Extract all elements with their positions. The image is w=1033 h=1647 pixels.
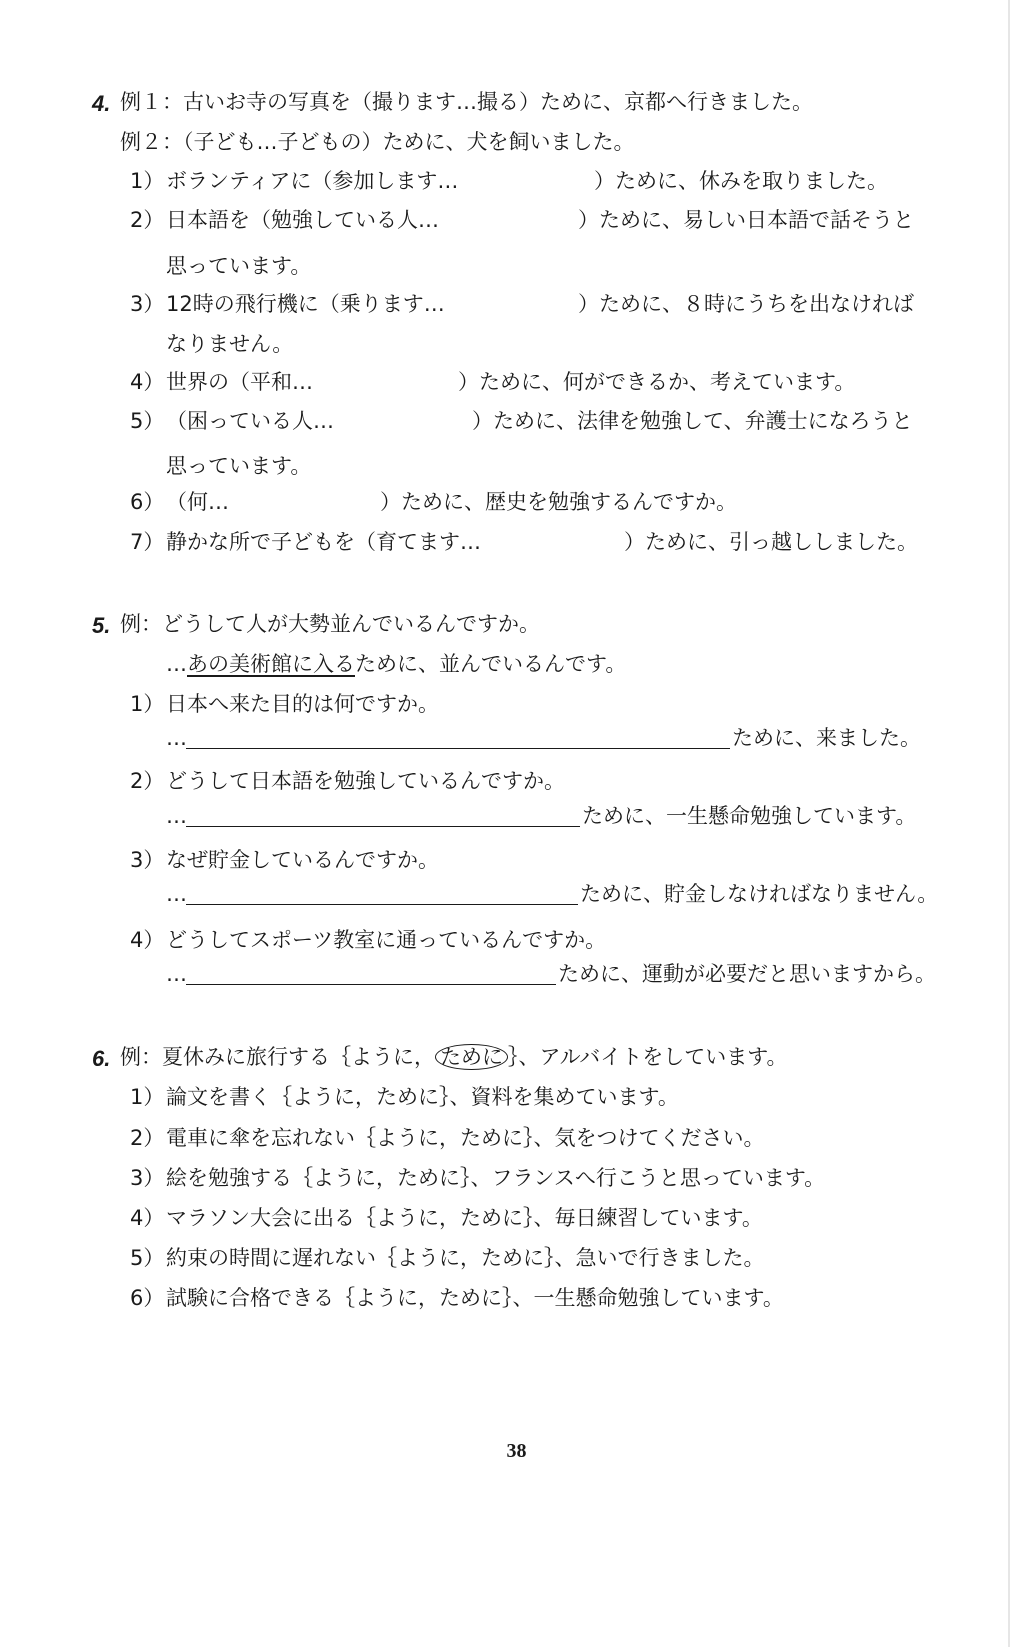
item-number: 3） xyxy=(130,292,165,316)
item-continuation: ）ために、法律を勉強して、弁護士になろうと xyxy=(472,409,913,433)
item-text: 試験に合格できる｛ように，ために｝、一生懸命勉強しています。 xyxy=(166,1286,784,1310)
item-continuation: ）ために、休みを取りました。 xyxy=(594,169,888,193)
item-number: 3） xyxy=(130,1166,165,1190)
item-continuation: ）ために、歴史を勉強するんですか。 xyxy=(380,490,737,514)
item-number: 2） xyxy=(130,208,165,232)
example-2-text: 例２：（子ども…子どもの）ために、犬を飼いました。 xyxy=(120,130,635,154)
ellipsis: … xyxy=(166,962,187,986)
item-number: 2） xyxy=(130,1126,165,1150)
item-ending: ために、来ました。 xyxy=(732,726,921,750)
ellipsis: … xyxy=(166,652,187,676)
item-text: マラソン大会に出る｛ように，ために｝、毎日練習しています。 xyxy=(166,1206,763,1230)
item-prompt: 日本語を（勉強している人… xyxy=(166,208,439,232)
page-number: 38 xyxy=(506,1440,527,1462)
item-continuation: ）ために、８時にうちを出なければ xyxy=(578,292,914,316)
item-question: なぜ貯金しているんですか。 xyxy=(166,848,439,872)
answer-blank[interactable] xyxy=(186,984,556,985)
item-text: 電車に傘を忘れない｛ように，ために｝、気をつけてください。 xyxy=(166,1126,765,1150)
example-part-a: 例：夏休みに旅行する｛ように， xyxy=(120,1045,435,1069)
item-number: 5） xyxy=(130,409,165,433)
section-5-number: 5. xyxy=(92,613,111,638)
item-number: 4） xyxy=(130,1206,165,1230)
item-number: 1） xyxy=(130,692,165,716)
answer-blank[interactable] xyxy=(186,748,730,749)
item-number: 4） xyxy=(130,928,165,952)
example-1-text: 例１：古いお寺の写真を（撮ります…撮る）ために、京都へ行きました。 xyxy=(120,90,813,114)
item-prompt: 世界の（平和… xyxy=(166,370,313,394)
item-prompt: 静かな所で子どもを（育てます… xyxy=(166,530,481,554)
item-ending: ために、貯金しなければなりません。 xyxy=(580,882,939,906)
item-wrap: 思っています。 xyxy=(166,454,312,478)
example-answer xyxy=(166,650,626,678)
example-answer-suffix: ために、並んでいるんです。 xyxy=(355,652,627,676)
item-number: 6） xyxy=(130,490,165,514)
item-question: どうしてスポーツ教室に通っているんですか。 xyxy=(166,928,607,952)
item-number: 2） xyxy=(130,769,165,793)
section-4-number: 4. xyxy=(92,91,111,116)
item-wrap: なりません。 xyxy=(166,332,294,356)
answer-blank[interactable] xyxy=(186,826,580,827)
ellipsis: … xyxy=(166,726,187,750)
item-text: 論文を書く｛ように，ために｝、資料を集めています。 xyxy=(166,1085,679,1109)
item-number: 6） xyxy=(130,1286,165,1310)
item-text: 絵を勉強する｛ように，ために｝、フランスへ行こうと思っています。 xyxy=(166,1166,826,1190)
circled-answer: ために xyxy=(435,1044,508,1070)
item-text: 約束の時間に遅れない｛ように，ために｝、急いで行きました。 xyxy=(166,1246,765,1270)
ellipsis: … xyxy=(166,804,187,828)
section-6-number: 6. xyxy=(92,1046,111,1071)
item-number: 3） xyxy=(130,848,165,872)
example-part-b: ｝、アルバイトをしています。 xyxy=(508,1045,788,1069)
example-answer-underlined: あの美術館に入る xyxy=(187,652,355,676)
item-number: 5） xyxy=(130,1246,165,1270)
example-text xyxy=(120,1043,788,1071)
item-prompt: （何… xyxy=(166,490,229,514)
item-number: 1） xyxy=(130,169,165,193)
page-edge xyxy=(1008,0,1010,1647)
example-question: 例：どうして人が大勢並んでいるんですか。 xyxy=(120,612,540,636)
item-prompt: （困っている人… xyxy=(166,409,334,433)
item-number: 4） xyxy=(130,370,165,394)
item-wrap: 思っています。 xyxy=(166,254,312,278)
item-continuation: ）ために、引っ越ししました。 xyxy=(624,530,918,554)
item-ending: ために、一生懸命勉強しています。 xyxy=(582,804,917,828)
item-prompt: 12時の飛行機に（乗ります… xyxy=(166,292,445,316)
ellipsis: … xyxy=(166,882,187,906)
item-ending: ために、運動が必要だと思いますから。 xyxy=(558,962,936,986)
item-question: どうして日本語を勉強しているんですか。 xyxy=(166,769,565,793)
item-question: 日本へ来た目的は何ですか。 xyxy=(166,692,439,716)
answer-blank[interactable] xyxy=(186,904,578,905)
item-continuation: ）ために、何ができるか、考えています。 xyxy=(458,370,856,394)
item-number: 7） xyxy=(130,530,165,554)
item-number: 1） xyxy=(130,1085,165,1109)
item-prompt: ボランティアに（参加します… xyxy=(166,169,459,193)
item-continuation: ）ために、易しい日本語で話そうと xyxy=(578,208,914,232)
